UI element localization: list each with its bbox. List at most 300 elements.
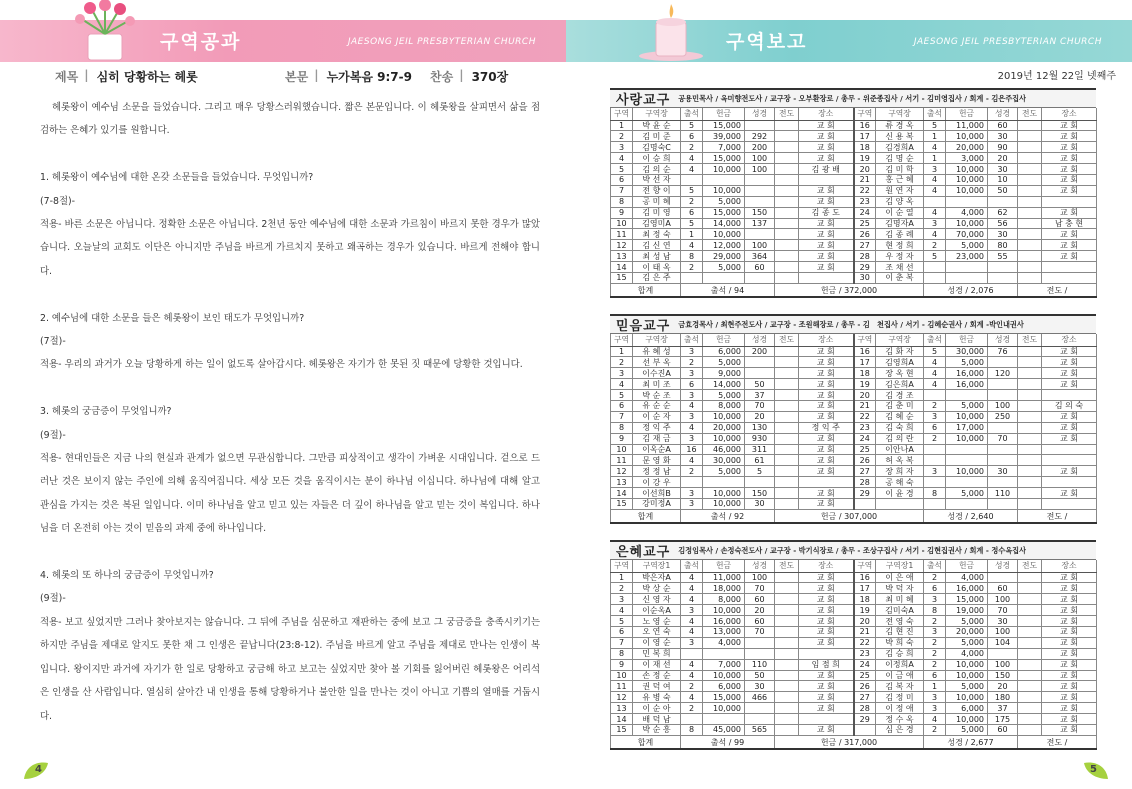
table-cell: 김영미A (633, 218, 681, 229)
table-cell (1018, 670, 1042, 681)
table-cell: 교 회 (799, 498, 854, 509)
table-cell: 강미정A (633, 498, 681, 509)
table-cell (775, 346, 799, 357)
table-cell (946, 262, 988, 273)
table-cell (924, 272, 946, 283)
table-cell: 292 (745, 131, 775, 142)
table-cell: 18 (854, 594, 876, 605)
table-cell (1042, 498, 1097, 509)
table-cell: 3 (924, 411, 946, 422)
table-cell: 4 (681, 400, 703, 411)
table-cell: 권 덕 여 (633, 681, 681, 692)
table-cell: 175 (988, 714, 1018, 725)
table-cell: 22 (854, 637, 876, 648)
table-row (611, 583, 1097, 594)
district-name: 은혜교구 (616, 545, 671, 560)
table-cell: 29 (854, 488, 876, 499)
table-cell: 100 (745, 164, 775, 175)
lesson-paragraph: 적용- 우리의 과거가 오늘 당황하게 하는 일이 없도록 살아갑시다. 헤롯왕은 자기가 한 못된 짓 때문에 당황한 것입니다. (40, 359, 523, 371)
table-cell: 3 (681, 346, 703, 357)
table-row (611, 703, 1097, 714)
paragraph-gap (40, 143, 540, 166)
table-cell: 14 (611, 714, 633, 725)
district-name: 사랑교구 (616, 93, 671, 108)
column-header: 성경 (988, 108, 1018, 120)
table-cell (775, 572, 799, 583)
table-cell: 104 (988, 637, 1018, 648)
table-cell (1018, 594, 1042, 605)
table-cell: 930 (745, 433, 775, 444)
table-cell: 4 (681, 594, 703, 605)
table-cell: 11 (611, 681, 633, 692)
table-cell: 김경희A (876, 142, 924, 153)
table-cell: 교 회 (1042, 379, 1097, 390)
table-cell (775, 272, 799, 283)
table-cell (1018, 390, 1042, 401)
table-cell (1018, 142, 1042, 153)
table-cell: 11 (611, 455, 633, 466)
table-cell: 10,000 (946, 692, 988, 703)
table-cell: 김영희A (876, 357, 924, 368)
table-cell: 박 상 순 (633, 583, 681, 594)
table-cell: 2 (681, 466, 703, 477)
table-cell (854, 724, 876, 735)
table-cell: 6 (681, 207, 703, 218)
table-cell: 7 (611, 185, 633, 196)
table-cell: 37 (745, 390, 775, 401)
table-cell: 4 (681, 422, 703, 433)
table-cell: 28 (854, 251, 876, 262)
table-cell: 5,000 (703, 262, 745, 273)
column-header: 전도 (775, 108, 799, 120)
table-cell (1018, 648, 1042, 659)
table-cell: 14 (611, 488, 633, 499)
table-cell: 76 (988, 346, 1018, 357)
table-row (611, 207, 1097, 218)
lesson-paragraph: 적용- 바른 소문은 아닙니다. 정확한 소문은 아닙니다. 2천년 동안 예수님에 대한 소문과 가르침이 바르지 못한 경우가 많았습니다. 오늘날의 교회도 이단은 아니지만 주님을 바르게 가르치지 못하고 왜곡하는 경우가 있습니다. 바르게 전해야 합니다. (40, 219, 540, 277)
table-cell: 45,000 (703, 724, 745, 735)
table-cell: 3 (611, 594, 633, 605)
table-cell: 교 회 (1042, 433, 1097, 444)
table-row (611, 251, 1097, 262)
column-header: 출석 (681, 334, 703, 346)
lesson-paragraph: 2. 예수님에 대한 소문을 들은 헤롯왕이 보인 태도가 무엇입니까? (40, 312, 305, 324)
table-cell (1018, 174, 1042, 185)
table-cell: 교 회 (1042, 703, 1097, 714)
table-cell: 50 (745, 379, 775, 390)
table-cell: 200 (745, 346, 775, 357)
table-cell: 23 (854, 422, 876, 433)
table-cell: 10,000 (946, 659, 988, 670)
total-offering: 헌금 / 307,000 (775, 509, 924, 523)
table-row (611, 357, 1097, 368)
table-cell: 10,000 (703, 605, 745, 616)
table-cell: 김 미 준 (633, 131, 681, 142)
table-cell (745, 714, 775, 725)
table-cell (1018, 196, 1042, 207)
table-cell: 교 회 (799, 379, 854, 390)
table-cell: 교 회 (1042, 692, 1097, 703)
table-cell (775, 131, 799, 142)
table-cell: 교 회 (799, 131, 854, 142)
table-cell (775, 411, 799, 422)
table-cell: 30 (988, 131, 1018, 142)
table-cell (775, 670, 799, 681)
table-cell (775, 196, 799, 207)
table-cell: 교 회 (1042, 670, 1097, 681)
table-cell: 3 (681, 433, 703, 444)
table-cell (924, 477, 946, 488)
table-row (611, 142, 1097, 153)
table-cell: 10,000 (703, 703, 745, 714)
table-cell (1018, 498, 1042, 509)
column-header: 헌금 (946, 334, 988, 346)
table-cell: 이 순 아 (633, 703, 681, 714)
table-cell (745, 229, 775, 240)
table-cell (924, 196, 946, 207)
total-attendance: 출석 / 94 (681, 283, 775, 297)
table-cell (946, 390, 988, 401)
table-cell: 13 (611, 477, 633, 488)
right-banner-title: 구역보고 (726, 31, 808, 53)
hymn-label: 찬송 (430, 69, 454, 84)
table-cell: 13 (611, 251, 633, 262)
district-table (610, 334, 1097, 524)
table-cell (1018, 153, 1042, 164)
table-cell: 교 회 (1042, 229, 1097, 240)
table-cell (775, 444, 799, 455)
scripture-text: 누가복음 9:7-9 (326, 69, 412, 84)
table-row (611, 164, 1097, 175)
table-cell: 110 (988, 488, 1018, 499)
table-cell (775, 659, 799, 670)
table-cell: 교 회 (799, 703, 854, 714)
table-cell: 29 (854, 262, 876, 273)
table-cell: 김미숙A (876, 605, 924, 616)
table-cell (775, 455, 799, 466)
column-header: 구역 (854, 108, 876, 120)
table-cell: 62 (988, 207, 1018, 218)
table-cell: 10,000 (946, 433, 988, 444)
table-cell (745, 196, 775, 207)
table-cell: 최 미 혜 (876, 594, 924, 605)
table-cell (775, 142, 799, 153)
table-cell (775, 153, 799, 164)
table-cell: 30 (988, 616, 1018, 627)
table-cell: 10,000 (946, 466, 988, 477)
table-cell (775, 174, 799, 185)
table-cell: 교 회 (1042, 185, 1097, 196)
table-cell (988, 390, 1018, 401)
table-cell (924, 455, 946, 466)
table-cell: 김 양 옥 (876, 196, 924, 207)
table-cell (946, 444, 988, 455)
left-banner-title: 구역공과 (160, 31, 242, 53)
table-cell: 교 회 (1042, 422, 1097, 433)
table-cell (924, 390, 946, 401)
table-cell (924, 498, 946, 509)
table-cell: 홍 근 혜 (876, 174, 924, 185)
table-cell: 신 용 복 (876, 131, 924, 142)
district-header (610, 540, 1096, 560)
table-cell: 이 정 애 (876, 703, 924, 714)
table-cell: 허 옥 복 (876, 455, 924, 466)
table-row (611, 681, 1097, 692)
table-row (611, 605, 1097, 616)
table-cell: 23 (854, 648, 876, 659)
table-cell: 70,000 (946, 229, 988, 240)
table-cell: 15 (611, 498, 633, 509)
table-cell (1018, 240, 1042, 251)
table-cell (1018, 357, 1042, 368)
table-cell (775, 703, 799, 714)
table-cell (988, 272, 1018, 283)
table-cell: 28 (854, 477, 876, 488)
table-cell (799, 648, 854, 659)
table-cell: 최 정 숙 (633, 229, 681, 240)
table-cell: 100 (988, 659, 1018, 670)
table-cell: 29 (854, 714, 876, 725)
table-cell: 교 회 (1042, 357, 1097, 368)
table-cell: 2 (924, 433, 946, 444)
table-cell: 장 희 자 (876, 466, 924, 477)
table-row (611, 185, 1097, 196)
table-cell (1018, 444, 1042, 455)
column-header: 헌금 (946, 108, 988, 120)
table-cell (1018, 400, 1042, 411)
table-cell: 신 영 자 (633, 594, 681, 605)
table-cell: 20 (854, 164, 876, 175)
table-cell (745, 185, 775, 196)
table-cell: 6 (611, 400, 633, 411)
table-row (611, 153, 1097, 164)
table-cell: 4,000 (946, 207, 988, 218)
table-cell: 김 의 순 (633, 164, 681, 175)
table-cell: 교 회 (799, 583, 854, 594)
table-cell: 교 회 (799, 400, 854, 411)
table-cell: 김 춘 미 (876, 400, 924, 411)
table-cell: 4 (924, 714, 946, 725)
table-cell: 16 (854, 572, 876, 583)
table-cell: 교 회 (1042, 174, 1097, 185)
table-cell: 2 (924, 240, 946, 251)
table-cell: 교 회 (799, 411, 854, 422)
table-cell: 교 회 (1042, 572, 1097, 583)
table-cell (775, 422, 799, 433)
table-cell: 5,000 (946, 681, 988, 692)
table-cell (988, 444, 1018, 455)
table-cell: 100 (988, 400, 1018, 411)
table-cell: 100 (745, 153, 775, 164)
table-cell: 23,000 (946, 251, 988, 262)
table-cell: 4,000 (703, 637, 745, 648)
table-cell: 20 (988, 153, 1018, 164)
table-cell (775, 466, 799, 477)
table-cell: 20 (745, 605, 775, 616)
page-number-badge-right (1082, 759, 1110, 781)
table-row (611, 390, 1097, 401)
table-cell: 현 정 희 (876, 240, 924, 251)
table-cell (1018, 466, 1042, 477)
table-cell (745, 368, 775, 379)
table-cell (1018, 346, 1042, 357)
table-cell: 전 영 숙 (876, 616, 924, 627)
table-cell (745, 477, 775, 488)
paragraph-gap (40, 377, 540, 400)
table-header-row (611, 108, 1097, 120)
table-cell: 26 (854, 229, 876, 240)
table-cell: 24 (854, 207, 876, 218)
table-cell: 교 회 (799, 196, 854, 207)
table-cell: 50 (745, 670, 775, 681)
table-cell (1042, 262, 1097, 273)
total-evangelism: 전도 / (1018, 283, 1097, 297)
total-offering: 헌금 / 372,000 (775, 283, 924, 297)
table-cell (775, 120, 799, 131)
table-cell: 교 회 (799, 681, 854, 692)
table-cell: 20 (745, 411, 775, 422)
table-cell: 교 회 (799, 692, 854, 703)
table-cell: 120 (988, 368, 1018, 379)
table-cell: 박 순 조 (633, 390, 681, 401)
table-cell: 8 (611, 422, 633, 433)
table-cell: 4 (924, 357, 946, 368)
table-cell (946, 477, 988, 488)
table-cell: 30,000 (703, 455, 745, 466)
table-cell (1018, 703, 1042, 714)
table-cell: 60 (745, 594, 775, 605)
table-cell: 4 (924, 174, 946, 185)
table-cell: 30 (745, 681, 775, 692)
table-cell: 10,000 (703, 229, 745, 240)
table-cell: 12 (611, 692, 633, 703)
table-cell: 교 회 (799, 616, 854, 627)
table-cell: 교 회 (799, 572, 854, 583)
table-cell: 7,000 (703, 659, 745, 670)
column-header: 구역 (611, 334, 633, 346)
table-cell: 6,000 (946, 703, 988, 714)
table-cell: 3 (681, 368, 703, 379)
table-cell (988, 648, 1018, 659)
table-row (611, 594, 1097, 605)
table-cell: 4 (681, 670, 703, 681)
total-bible: 성경 / 2,677 (924, 735, 1018, 749)
left-banner-subtitle: JAESONG JEIL PRESBYTERIAN CHURCH (347, 37, 536, 47)
table-cell: 3 (681, 637, 703, 648)
table-cell (1018, 218, 1042, 229)
table-cell: 류 경 옥 (876, 120, 924, 131)
table-cell: 이 재 선 (633, 659, 681, 670)
table-cell: 교 회 (799, 444, 854, 455)
table-cell (1018, 583, 1042, 594)
table-cell: 17 (854, 583, 876, 594)
table-row (611, 455, 1097, 466)
table-cell: 이안나A (876, 444, 924, 455)
table-cell: 61 (745, 455, 775, 466)
lesson-paragraph: 1. 헤롯왕이 예수님에 대한 온갖 소문들을 들었습니다. 무엇입니까? (40, 172, 314, 184)
table-cell: 25 (854, 444, 876, 455)
table-cell: 교 회 (1042, 153, 1097, 164)
table-cell: 22 (854, 185, 876, 196)
table-cell: 12 (611, 240, 633, 251)
table-cell: 4 (924, 379, 946, 390)
table-cell: 1 (924, 681, 946, 692)
table-row (611, 411, 1097, 422)
table-cell: 2 (924, 572, 946, 583)
table-cell: 이선희B (633, 488, 681, 499)
district-header (610, 88, 1096, 108)
table-cell: 90 (988, 142, 1018, 153)
table-cell: 8 (611, 648, 633, 659)
table-cell: 5 (611, 390, 633, 401)
table-cell (854, 498, 876, 509)
table-cell: 7 (611, 411, 633, 422)
table-cell: 교 회 (799, 368, 854, 379)
table-cell (1018, 637, 1042, 648)
table-cell: 이 춘 복 (876, 272, 924, 283)
table-cell (1018, 724, 1042, 735)
table-cell: 10 (611, 444, 633, 455)
table-cell: 10 (611, 218, 633, 229)
lesson-paragraph: 적용- 보고 싶었지만 그러나 찾아보지는 않습니다. 그 뒤에 주님을 심문하고 재판하는 중에 보고 그 궁금증을 충족시키기는 하지만 주님을 제대로 알지도 못한 채 그 인생은 끝납니다(23:8-12). 주님을 바르게 알고 주님을 제대로 만나는 인생이 복입니다. 왕이지만 과거에 자기가 한 일로 당황하고 궁금해 하고 보고는 싶었지만 찾아 볼 기회를 잃어버린 헤롯왕은 어리석은 인생을 산 사람입니다. 열심히 살아간 내 인생을 통해 당황하거나 불안한 일을 만나는 것이 아니고 기쁨의 열매를 거둡시다. (40, 616, 540, 722)
table-cell: 교 회 (799, 670, 854, 681)
table-cell (1018, 379, 1042, 390)
table-cell (946, 498, 988, 509)
table-cell: 박 덕 자 (876, 583, 924, 594)
table-row (611, 648, 1097, 659)
table-cell: 70 (745, 626, 775, 637)
table-cell: 11 (611, 229, 633, 240)
table-cell: 문 영 화 (633, 455, 681, 466)
table-cell: 김 경 조 (876, 390, 924, 401)
table-cell: 30 (745, 498, 775, 509)
table-cell: 교 회 (799, 626, 854, 637)
total-bible: 성경 / 2,640 (924, 509, 1018, 523)
lesson-paragraph: 헤롯왕이 예수님 소문을 들었습니다. 그리고 매우 당황스러워했습니다. 짧은 본문입니다. 이 헤롯왕을 살피면서 삶을 점검하는 은혜가 있기를 원합니다. (40, 102, 540, 137)
table-cell (775, 498, 799, 509)
table-cell: 교 회 (1042, 648, 1097, 659)
table-cell (775, 218, 799, 229)
table-cell: 정 정 남 (633, 466, 681, 477)
table-cell (745, 648, 775, 659)
table-cell: 70 (745, 400, 775, 411)
paragraph-gap (40, 283, 540, 306)
table-cell: 180 (988, 692, 1018, 703)
column-header: 구역 (854, 334, 876, 346)
table-cell: 110 (745, 659, 775, 670)
table-cell: 김 미 영 (633, 207, 681, 218)
table-cell: 10,000 (703, 670, 745, 681)
table-cell: 교 회 (1042, 637, 1097, 648)
table-cell: 30 (854, 272, 876, 283)
table-cell: 28 (854, 703, 876, 714)
table-cell: 17,000 (946, 422, 988, 433)
table-cell (988, 498, 1018, 509)
district-staff: 김정임목사 / 손정숙전도사 / 교구장 - 박기식장로 / 총무 - 조상구집사 / 서기 - 김현집권사 / 회계 - 정수옥집사 (678, 545, 1027, 555)
table-cell: 17 (854, 131, 876, 142)
table-cell: 교 회 (1042, 120, 1097, 131)
table-cell (924, 262, 946, 273)
table-cell (1042, 272, 1097, 283)
table-cell: 23 (854, 196, 876, 207)
column-header: 출석 (924, 560, 946, 572)
table-cell: 15,000 (703, 153, 745, 164)
table-cell: 김 미 학 (876, 164, 924, 175)
table-cell: 10,000 (946, 218, 988, 229)
table-cell: 70 (745, 583, 775, 594)
table-cell (745, 637, 775, 648)
table-cell (703, 714, 745, 725)
